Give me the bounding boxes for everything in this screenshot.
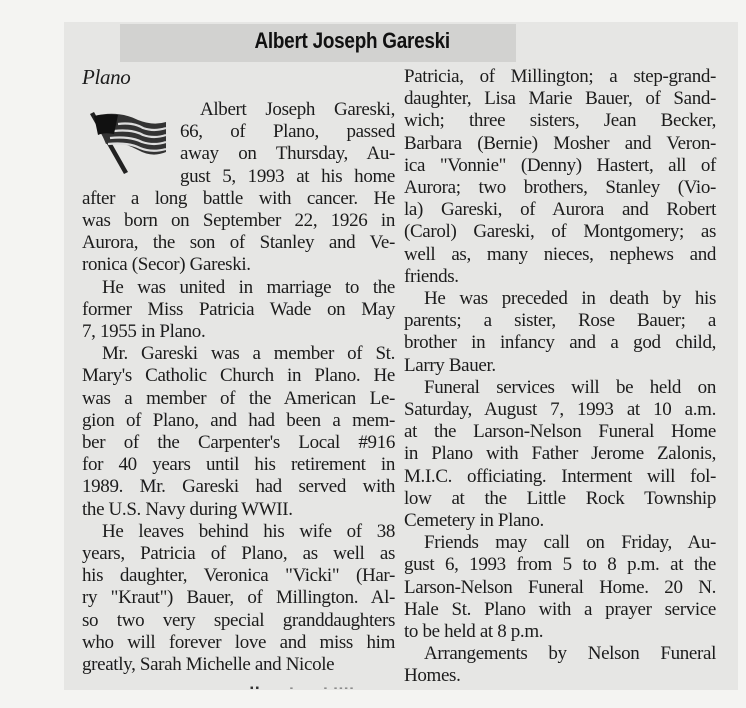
text-line: gust 5, 1993 at his home bbox=[180, 165, 395, 187]
left-column bbox=[82, 66, 395, 676]
right-column bbox=[404, 66, 716, 688]
text-line: parents; a sister, Rose Bauer; a bbox=[404, 310, 716, 332]
text-line: Saturday, August 7, 1993 at 10 a.m. bbox=[404, 399, 716, 421]
text-line: gion of Plano, and had been a mem- bbox=[82, 409, 395, 431]
text-line: Patricia, of Millington; a step-grand- bbox=[404, 66, 716, 87]
text-line: M.I.C. officiating. Interment will fol- bbox=[404, 465, 716, 487]
paragraph bbox=[82, 277, 395, 344]
paragraph bbox=[82, 343, 395, 521]
text-line: the U.S. Navy during WWII. bbox=[82, 498, 293, 520]
text-line: ronica (Secor) Gareski. bbox=[82, 254, 251, 276]
text-line: Mr. Gareski was a member of St. bbox=[102, 343, 395, 365]
text-line: Arrangements by Nelson Funeral bbox=[424, 643, 716, 665]
text-line: was born on September 22, 1926 in bbox=[82, 210, 395, 232]
text-line: Mary's Catholic Church in Plano. He bbox=[82, 365, 395, 387]
text-line: former Miss Patricia Wade on May bbox=[82, 298, 395, 320]
text-line: at the Larson-Nelson Funeral Home bbox=[404, 421, 716, 443]
page-fragment: ▪▪ - - ---- bbox=[250, 683, 356, 694]
text-line: his daughter, Veronica "Vicki" (Har- bbox=[82, 565, 395, 587]
text-line: He was united in marriage to the bbox=[102, 276, 395, 298]
text-line: Larry Bauer. bbox=[404, 354, 496, 376]
obituary-title: Albert Joseph Gareski bbox=[254, 28, 450, 53]
text-line: for 40 years until his retirement in bbox=[82, 454, 395, 476]
text-line: Aurora; two brothers, Stanley (Vio- bbox=[404, 177, 716, 199]
text-line: away on Thursday, Au- bbox=[180, 143, 395, 165]
text-line: 7, 1955 in Plano. bbox=[82, 321, 206, 343]
text-line: daughter, Lisa Marie Bauer, of Sand- bbox=[404, 88, 716, 110]
text-line: Friends may call on Friday, Au- bbox=[424, 532, 716, 554]
text-line: who will forever love and miss him bbox=[82, 631, 395, 653]
paragraph bbox=[404, 643, 716, 687]
text-line: Albert Joseph Gareski, bbox=[200, 99, 395, 120]
text-line: ry "Kraut") Bauer, of Millington. Al- bbox=[82, 587, 395, 609]
text-line: was a member of the American Le- bbox=[82, 387, 395, 409]
text-line: ica "Vonnie" (Denny) Hastert, all of bbox=[404, 154, 716, 176]
text-line: 66, of Plano, passed bbox=[180, 121, 395, 143]
text-line: Homes. bbox=[404, 665, 461, 687]
text-line: low at the Little Rock Township bbox=[404, 487, 716, 509]
text-line: Funeral services will be held on bbox=[424, 376, 716, 398]
text-line: Hale St. Plano with a prayer service bbox=[404, 598, 716, 620]
text-line: He was preceded in death by his bbox=[424, 288, 716, 310]
text-line: in Plano with Father Jerome Zalonis, bbox=[404, 443, 716, 465]
text-line: Larson-Nelson Funeral Home. 20 N. bbox=[404, 576, 716, 598]
text-line: brother in infancy and a god child, bbox=[404, 332, 716, 354]
paragraph bbox=[82, 521, 395, 676]
place-label: Plano bbox=[82, 65, 131, 89]
text-line: friends. bbox=[404, 265, 459, 287]
text-line: greatly, Sarah Michelle and Nicole bbox=[82, 654, 335, 676]
text-line: to be held at 8 p.m. bbox=[404, 621, 544, 643]
paragraph bbox=[404, 66, 716, 288]
text-line: after a long battle with cancer. He bbox=[82, 187, 395, 209]
paragraph bbox=[404, 377, 716, 532]
text-line: Barbara (Bernie) Mosher and Veron- bbox=[404, 132, 716, 154]
text-line: ber of the Carpenter's Local #916 bbox=[82, 432, 395, 454]
paragraph bbox=[404, 288, 716, 377]
text-line: 1989. Mr. Gareski had served with bbox=[82, 476, 395, 498]
text-line: (Carol) Gareski, of Montgomery; as bbox=[404, 221, 716, 243]
text-line: Aurora, the son of Stanley and Ve- bbox=[82, 232, 395, 254]
text-line: He leaves behind his wife of 38 bbox=[102, 520, 395, 542]
text-line: so two very special granddaughters bbox=[82, 609, 395, 631]
text-line: wich; three sisters, Jean Becker, bbox=[404, 110, 716, 132]
paragraph bbox=[82, 99, 395, 277]
text-line: years, Patricia of Plano, as well as bbox=[82, 543, 395, 565]
text-line: la) Gareski, of Aurora and Robert bbox=[404, 199, 716, 221]
text-line: Cemetery in Plano. bbox=[404, 510, 544, 532]
paragraph bbox=[404, 532, 716, 643]
text-line: well as, many nieces, nephews and bbox=[404, 243, 716, 265]
text-line: gust 6, 1993 from 5 to 8 p.m. at the bbox=[404, 554, 716, 576]
